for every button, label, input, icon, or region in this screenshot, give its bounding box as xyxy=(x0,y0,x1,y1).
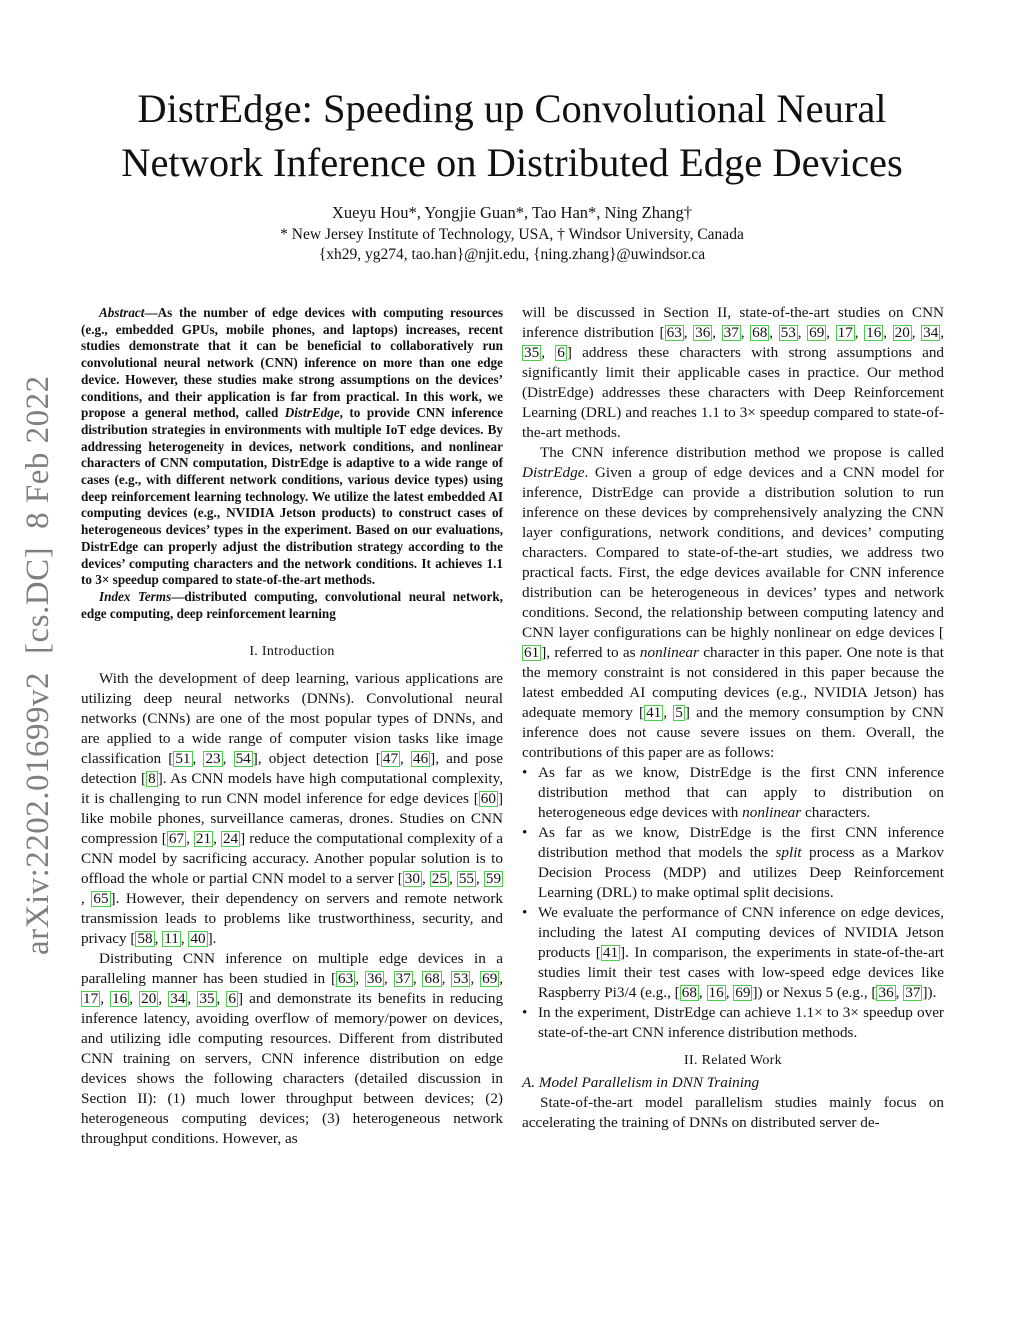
index-terms-label: Index Terms xyxy=(99,588,172,604)
bullet-icon: • xyxy=(522,824,528,841)
list-item: • We evaluate the performance of CNN inference on edge devices, including the latest AI computing devices of NVIDIA Jetson products [ 41 ]. In comparison, the experiments in state-of-the-art studies limit their test cases with low-speed edge devices like Raspberry Pi3/4 (e.g., [ 68 , 16 , 69 ]) or Nexus 5 (e.g., [ 36 , 37 ]). xyxy=(522,904,944,1001)
index-terms xyxy=(81,589,503,622)
citation-link[interactable]: 34 xyxy=(170,990,186,1008)
citation-link[interactable]: 35 xyxy=(524,344,540,361)
citation-link[interactable]: 41 xyxy=(602,944,619,961)
arxiv-stamp xyxy=(20,375,57,955)
citation-link[interactable]: 25 xyxy=(431,870,447,888)
related-work-paragraph: State-of-the-art model parallelism studies mainly focus on accelerating the training of DNNs on distributed server de- xyxy=(522,1094,944,1131)
citation-link[interactable]: 68 xyxy=(681,984,697,1001)
citation-link[interactable]: 37 xyxy=(905,984,921,1001)
intro-paragraph-2: Distributing CNN inference on multiple edge devices in a paralleling manner has been studied in [ 63 , 36 , 37 , 68 , 53 , 69 , 17 , 16 , 20 , 34 , 35 , 6 ] and demonstrate its benefits in reducing inference latency, avoiding overflow of memory/power on devices, and utilizing idle computing resources. Different from distributed CNN training on servers, CNN inference distribution on edge devices shows the following characters (detailed discussion in Section II): (1) much lower throughput between devices; (2) heterogeneous computing devices; (3) heterogeneous network throughput conditions. However, as xyxy=(81,950,504,1148)
citation-link[interactable]: 20 xyxy=(894,324,910,341)
citation-link[interactable]: 46 xyxy=(412,750,429,768)
section-heading-related-work: II. Related Work xyxy=(684,1053,782,1068)
citation-link[interactable]: 37 xyxy=(395,970,411,988)
index-terms-text: —distributed computing, convolutional neural network, edge computing, deep reinforcement learning xyxy=(81,588,503,621)
citation-link[interactable]: 17 xyxy=(837,324,853,341)
citation-link[interactable]: 24 xyxy=(222,830,239,848)
right-paragraph-2: The CNN inference distribution method we propose is called DistrEdge. Given a group of edge devices and a CNN model for inference, DistrEdge can provide a distribution solution to run inference on these devices by comprehensively analyzing the CNN layer configurations, network conditions, and devices’ computing characters. Compared to state-of-the-art studies, we address two practical facts. First, the edge devices available for CNN inference distribution can be heterogeneous in devices’ types and network conditions. Second, the relationship between computing latency and CNN layer configurations can be highly nonlinear on edge devices [61 ], referred to as nonlinear character in this paper. One note is that the memory constraint is not considered in this paper because the latest embedded AI computing devices (e.g., NVIDIA Jetson) has adequate memory [ 41 , 5 ] and the memory consumption by CNN inference does not cause severe issues on them. Overall, the contributions of this paper are as follows: xyxy=(522,444,945,761)
abstract-text-cont: , to provide CNN inference distribution strategies in environments with multiple IoT edge devices. By addressing heterogeneity in devices, network conditions, and nonlinear characters of CNN computation, DistrEdge is adaptive to a wide range of cases (e.g., with different network conditions, various device types) using deep reinforcement learning technology. We utilize the latest embedded AI computing devices (e.g., NVIDIA Jetson products) to construct cases of heterogeneous devices’ types in the experiment. Based on our evaluations, DistrEdge can properly adjust the distribution strategy according to the devices’ computing characters and the network conditions. It achieves 1.1 to 3× speedup compared to state-of-the-art methods. xyxy=(81,405,504,588)
arxiv-date: 8 Feb 2022 xyxy=(20,375,56,529)
author-emails: {xh29, yg274, tao.han}@njit.edu, {ning.zhang}@uwindsor.ca xyxy=(318,246,706,263)
contributions-list xyxy=(522,763,944,1043)
citation-link[interactable]: 6 xyxy=(228,990,236,1008)
right-column xyxy=(522,303,944,1133)
abstract-label: Abstract xyxy=(99,305,145,320)
citation-link[interactable]: 5 xyxy=(675,704,683,721)
list-item: • As far as we know, DistrEdge is the first CNN inference distribution method that can apply to distribution on heterogeneous edge devices with nonlinear characters. xyxy=(522,764,944,821)
citation-link[interactable]: 60 xyxy=(480,790,496,808)
citation-link[interactable]: 40 xyxy=(190,930,206,948)
abstract-text: —As the number of edge devices with computing resources (e.g., embedded GPUs, mobile phones, and laptops) increases, recent studies demonstrate that it can be beneficial to collaboratively run convolutional neural network (CNN) inference on more than one edge device. However, these studies make strong assumptions on the devices’ conditions, and their application is far from practical. In this work, we propose a general method, called xyxy=(81,305,503,421)
citation-link[interactable]: 37 xyxy=(723,324,739,341)
citation-link[interactable]: 6 xyxy=(557,344,565,361)
citation-link[interactable]: 36 xyxy=(695,324,711,341)
citation-link[interactable]: 69 xyxy=(809,324,825,341)
bullet-icon: • xyxy=(522,904,528,921)
citation-link[interactable]: 69 xyxy=(735,984,751,1001)
paper-title: DistrEdge: Speeding up Convolutional Neural Network Inference on Distributed Edge Devices xyxy=(121,86,903,185)
citation-link[interactable]: 65 xyxy=(93,890,109,908)
citation-link[interactable]: 20 xyxy=(141,990,157,1008)
citation-link[interactable]: 16 xyxy=(866,324,882,341)
citation-link[interactable]: 51 xyxy=(175,750,191,768)
method-name: DistrEdge xyxy=(284,405,340,421)
citation-link[interactable]: 68 xyxy=(424,970,440,988)
citation-link[interactable]: 54 xyxy=(235,750,251,768)
arxiv-id: arXiv:2202.01699v2 xyxy=(20,671,56,955)
citation-link[interactable]: 67 xyxy=(168,830,185,848)
author-list: Xueyu Hou*, Yongjie Guan*, Tao Han*, Ning Zhang† xyxy=(331,203,693,222)
bullet-icon: • xyxy=(522,764,528,781)
right-paragraph-1: will be discussed in Section II, state-of-the-art studies on CNN inference distribution [ 63 , 36 , 37 , 68 , 53 , 69 , 17 , 16 , 20 , 34 , 35 , 6 ] address these characters with strong assumptions and significantly limit their applicable cases in practice. Our method (DistrEdge) addresses these characters with Deep Reinforcement Learning (DRL) and reaches 1.1 to 3× speedup compared to state-of-the-art methods. xyxy=(522,304,945,441)
citation-link[interactable]: 63 xyxy=(338,970,354,988)
citation-link[interactable]: 16 xyxy=(708,984,724,1001)
section-heading-introduction: I. Introduction xyxy=(249,644,335,660)
citation-link[interactable]: 8 xyxy=(148,770,156,788)
citation-link[interactable]: 53 xyxy=(453,970,469,988)
citation-link[interactable]: 36 xyxy=(878,984,894,1001)
citation-link[interactable]: 41 xyxy=(646,704,662,721)
nonlinear-term: nonlinear xyxy=(639,644,699,661)
citation-link[interactable]: 61 xyxy=(524,644,540,661)
citation-link[interactable]: 36 xyxy=(366,970,383,988)
citation-link[interactable]: 55 xyxy=(458,870,475,888)
citation-link[interactable]: 30 xyxy=(404,870,420,888)
affiliations: * New Jersey Institute of Technology, USA, † Windsor University, Canada xyxy=(280,226,744,243)
citation-link[interactable]: 34 xyxy=(923,324,939,341)
abstract xyxy=(81,305,503,589)
list-item: • As far as we know, DistrEdge is the first CNN inference distribution method that models the split process as a Markov Decision Process (MDP) and utilizes Deep Reinforcement Learning (DRL) to make optimal split decisions. xyxy=(522,824,944,901)
citation-link[interactable]: 35 xyxy=(199,990,215,1008)
left-column xyxy=(81,305,503,1149)
method-name: DistrEdge xyxy=(522,464,585,481)
citation-link[interactable]: 16 xyxy=(112,990,128,1008)
citation-link[interactable]: 17 xyxy=(83,990,99,1008)
citation-link[interactable]: 53 xyxy=(780,324,796,341)
bullet-icon: • xyxy=(522,1004,528,1021)
citation-link[interactable]: 69 xyxy=(482,970,498,988)
citation-link[interactable]: 21 xyxy=(195,830,212,848)
intro-paragraph-1: With the development of deep learning, various applications are utilizing deep neural networks (DNNs). Convolutional neural networks (CNNs) are one of the most popular types of DNNs, and are applied to a wide range of computer vision tasks like image classification [ 51 , 23 , 54 ], object detection [ 47 , 46 ], and pose detection [ 8 ]. As CNN models have high computational complexity, it is challenging to run CNN model inference for edge devices [ 60 ] like mobile phones, surveillance cameras, drones. Studies on CNN compression [ 67 , 21 , 24 ] reduce the computational complexity of a CNN model by sacrificing accuracy. Another popular solution is to offload the whole or partial CNN model to a server [ 30 , 25 , 55 , 59, 65 ]. However, their dependency on servers and remote network transmission leads to problems like trustworthiness, security, and privacy [ 58 , 11 , 40 ]. xyxy=(81,670,504,948)
citation-link[interactable]: 63 xyxy=(666,324,682,341)
citation-link[interactable]: 58 xyxy=(137,930,153,948)
citation-link[interactable]: 68 xyxy=(752,324,768,341)
citation-link[interactable]: 47 xyxy=(382,750,399,768)
citation-link[interactable]: 59 xyxy=(485,870,502,888)
arxiv-category: [cs.DC] xyxy=(20,546,56,654)
citation-link[interactable]: 11 xyxy=(164,930,179,948)
list-item: • In the experiment, DistrEdge can achieve 1.1× to 3× speedup over state-of-the-art CNN inference distribution methods. xyxy=(522,1004,944,1041)
subsection-heading: A. Model Parallelism in DNN Training xyxy=(522,1074,760,1091)
citation-link[interactable]: 23 xyxy=(205,750,221,768)
